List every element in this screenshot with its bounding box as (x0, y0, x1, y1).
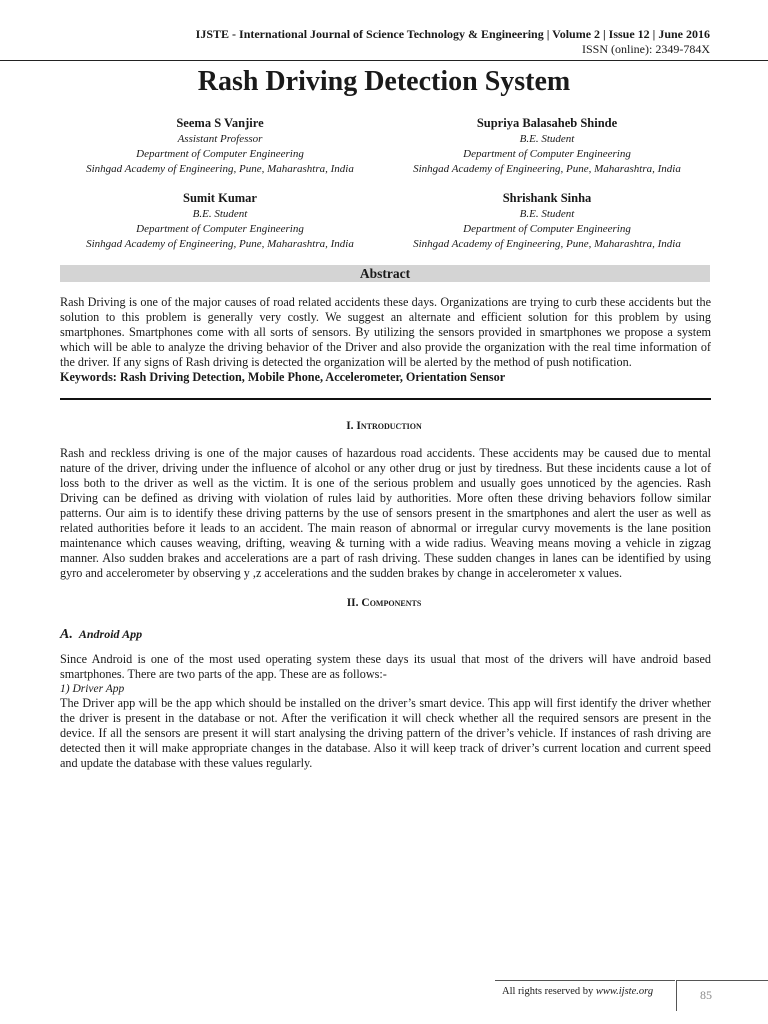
footer-divider (495, 980, 675, 981)
subsection-title: Android App (78, 627, 143, 641)
footer-rights (502, 986, 653, 997)
section-heading-introduction: I. Introduction (346, 420, 422, 432)
author-institution: Sinhgad Academy of Engineering, Pune, Maharashtra, India (413, 163, 681, 175)
author-role: B.E. Student (192, 208, 248, 220)
issn-line: ISSN (online): 2349-784X (582, 42, 710, 56)
author-name: Supriya Balasaheb Shinde (476, 116, 618, 130)
author-name: Seema S Vanjire (176, 116, 264, 130)
subsubsection-heading-driver-app: 1) Driver App (60, 683, 125, 695)
driver-app-text: The Driver app will be the app which should be installed on the driver’s smart device. This app will first identify the driver whether the driver is present in the database or not. After the verification it will check whether all the required sensors are present in the device. If all the sensors are present it will start analysing the driving pattern of the driver’s vehicle. If instances of rash driving are detected then it will make appropriate changes in the database. Also it will keep track of driver’s current location and current speed and update the database with these values regularly. (60, 696, 711, 770)
author-institution: Sinhgad Academy of Engineering, Pune, Maharashtra, India (86, 238, 354, 250)
paper-title: Rash Driving Detection System (197, 66, 571, 97)
abstract-text: Rash Driving is one of the major causes of road related accidents these days. Organizations are trying to curb these accidents but the solution to this problem is generally very costly. We suggest an alternate and efficient solution for this problem by using smartphones. Smartphones come with all sorts of sensors. By utilizing the sensors provided in smartphones we propose a system which will be able to analyze the driving behavior of the Driver and also provide the organization with the real time information of the driver. If any signs of Rash driving is detected the organization will be alerted by the method of push notification. (60, 295, 711, 369)
footer-rights-prefix: All rights reserved by (502, 986, 596, 997)
author-role: Assistant Professor (177, 133, 263, 145)
author-block-3 (55, 191, 385, 252)
abstract-block (60, 295, 711, 385)
subsection-number: A. (60, 627, 73, 642)
author-institution: Sinhgad Academy of Engineering, Pune, Maharashtra, India (413, 238, 681, 250)
footer-divider-right (734, 980, 768, 981)
author-block-1 (55, 116, 385, 177)
author-name: Sumit Kumar (183, 191, 257, 205)
footer-site-link[interactable]: www.ijste.org (595, 986, 654, 997)
subsection-heading-android-app (60, 627, 142, 643)
author-role: B.E. Student (519, 133, 575, 145)
author-department: Department of Computer Engineering (136, 223, 304, 235)
abstract-divider (60, 398, 711, 400)
author-name: Shrishank Sinha (502, 191, 592, 205)
journal-header: IJSTE - International Journal of Science Technology & Engineering | Volume 2 | Issue 12 | June 2016 (195, 27, 710, 41)
author-role: B.E. Student (519, 208, 575, 220)
keywords: Keywords: Rash Driving Detection, Mobile Phone, Accelerometer, Orientation Sensor (60, 370, 506, 384)
author-institution: Sinhgad Academy of Engineering, Pune, Maharashtra, India (86, 163, 354, 175)
author-department: Department of Computer Engineering (463, 223, 631, 235)
page-number: 85 (676, 980, 735, 1011)
author-department: Department of Computer Engineering (463, 148, 631, 160)
android-app-text: Since Android is one of the most used operating system these days its usual that most of the drivers will have android based smartphones. There are two parts of the app. These are as follows:- (60, 652, 711, 681)
introduction-text: Rash and reckless driving is one of the major causes of hazardous road accidents. These accidents may be caused due to mental nature of the driver, driving under the influence of alcohol or any other drug or just by tiredness. But these incidents cause a lot of loss both to the driver as well as the victim. It is one of the serious problem and usually goes unnoticed by the agencies. Rash Driving can be defined as driving with violation of rules laid by authorities. More often these driving behaviors follow similar patterns. Our aim is to identify these driving patterns by the use of sensors present in the smartphones and alert the user as well as related authorities before it leads to an accident. The main reason of abnormal or irregular curvy movements is the lane position maintenance which causes weaving, drifting, weaving & turning with a wide radius. Weaving means moving a vehicle in zigzag manner. Also sudden brakes and accelerations are a part of rash driving. These sudden changes in lanes can be identified by using gyro and accelerometer by observing y ,z accelerations and the sudden brakes by change in accelerometer x values. (60, 446, 711, 580)
abstract-heading: Abstract (60, 265, 710, 282)
author-department: Department of Computer Engineering (136, 148, 304, 160)
author-block-4 (382, 191, 712, 252)
author-block-2 (382, 116, 712, 177)
header-divider (0, 60, 768, 61)
section-heading-components: II. Components (346, 597, 422, 609)
